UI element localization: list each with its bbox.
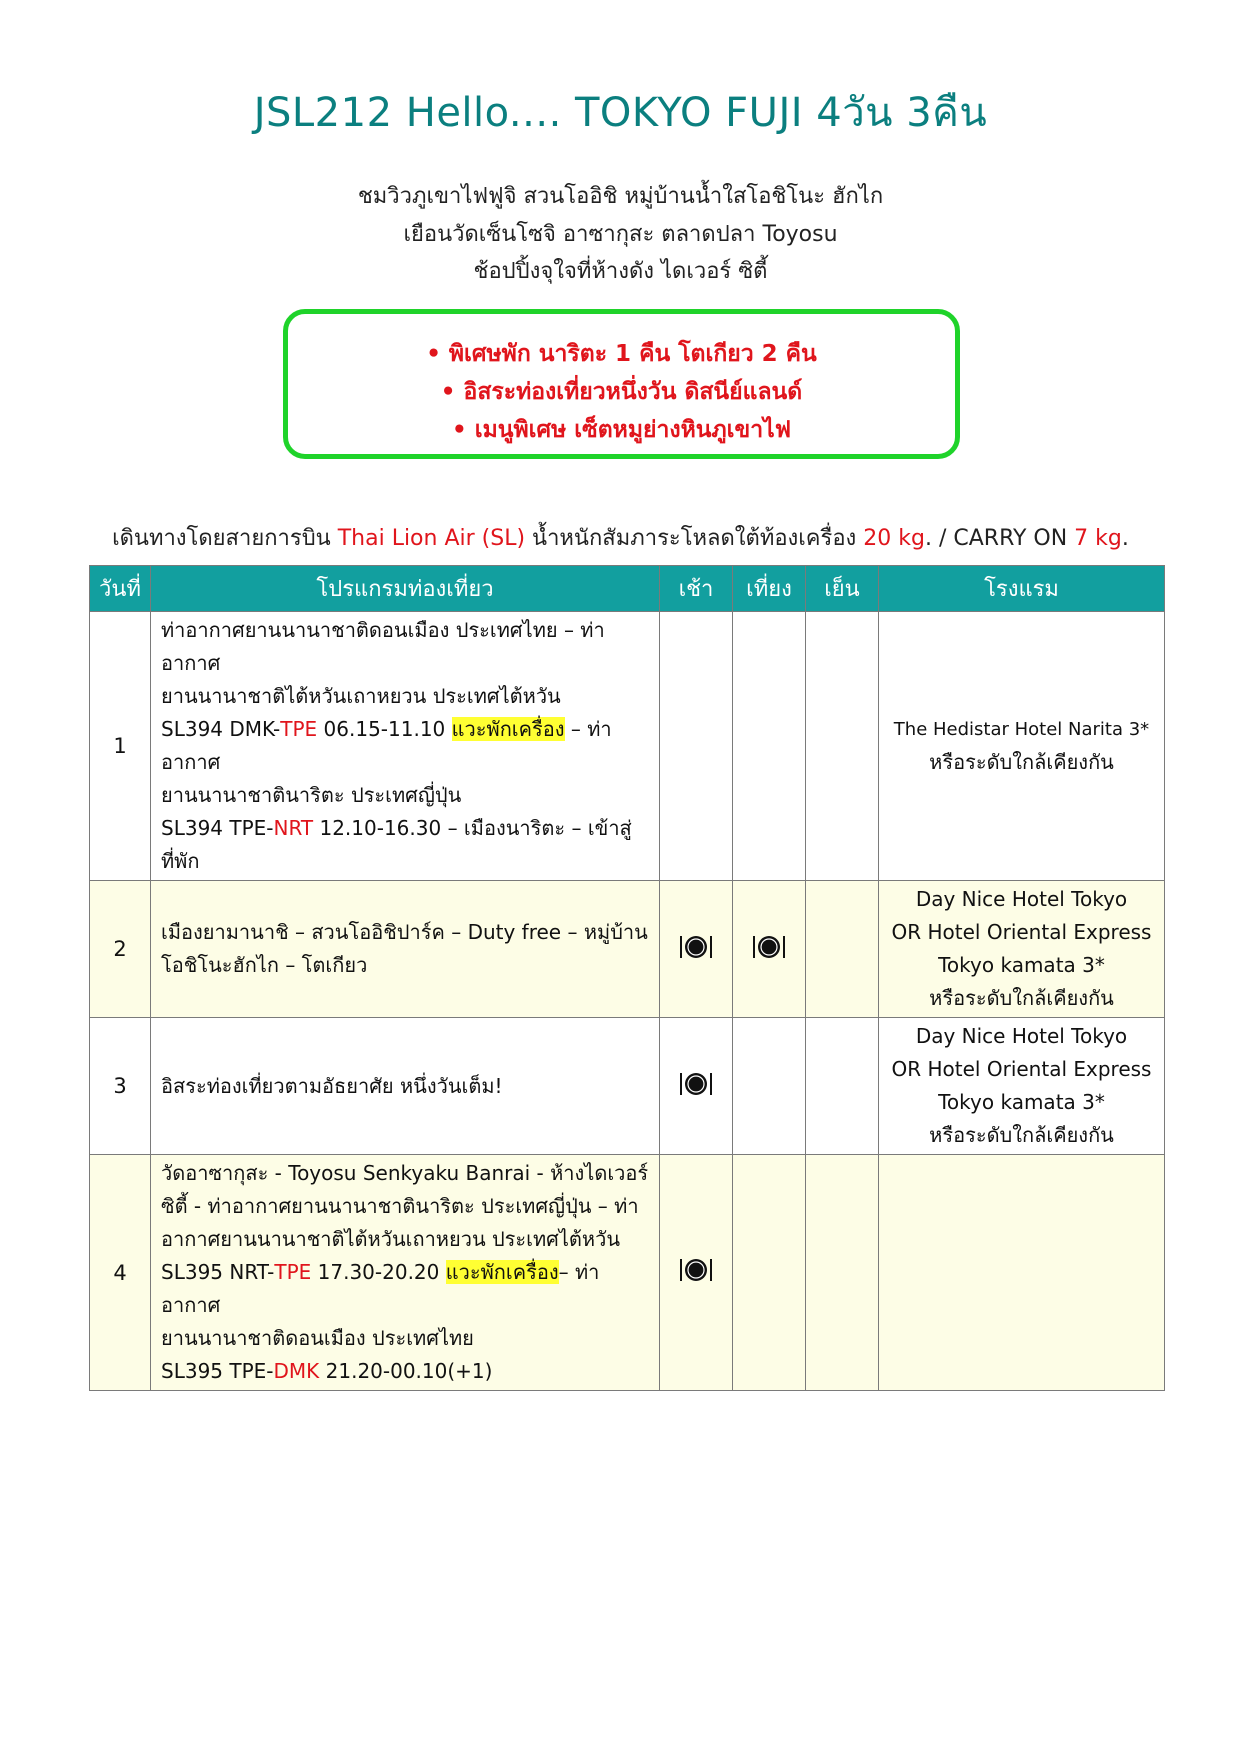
airline-end: .: [1121, 526, 1129, 551]
day-number: 2: [90, 881, 151, 1018]
hotel-line: Day Nice Hotel Tokyo: [915, 1024, 1128, 1048]
promo-box: [283, 309, 960, 459]
breakfast-cell: [660, 1155, 733, 1391]
flight-line: [161, 1355, 649, 1388]
hotel-cell: [879, 1155, 1165, 1391]
breakfast-cell: [660, 881, 733, 1018]
table-row: [90, 612, 1165, 881]
hotel-line: OR Hotel Oriental Express: [891, 1057, 1152, 1081]
itinerary-table: [89, 565, 1165, 1391]
header-breakfast: เช้า: [660, 566, 733, 612]
airline-baggage-text: น้ำหนักสัมภาระโหลดใต้ท้องเครื่อง: [525, 526, 864, 551]
breakfast-cell: [660, 612, 733, 881]
airport-code: NRT: [273, 816, 314, 840]
hotel-line: Tokyo kamata 3*: [938, 1090, 1105, 1114]
program-cell: [151, 1155, 660, 1391]
flight-line: [161, 713, 649, 779]
airport-code: DMK: [273, 1359, 320, 1383]
hotel-cell: [879, 612, 1165, 881]
airport-code: TPE: [274, 1260, 312, 1284]
plate-cutlery-icon: [677, 1069, 715, 1099]
airport-code: TPE: [280, 717, 318, 741]
day-number: 4: [90, 1155, 151, 1391]
airline-name: Thai Lion Air (SL): [337, 526, 526, 551]
breakfast-cell: [660, 1018, 733, 1155]
program-cell: [151, 1018, 660, 1155]
header-program: โปรแกรมท่องเที่ยว: [151, 566, 660, 612]
flight-time: 21.20-00.10(+1): [319, 1359, 493, 1383]
promo-item-1: • พิเศษพัก นาริตะ 1 คืน โตเกียว 2 คืน: [426, 341, 817, 367]
checked-baggage: 20 kg: [863, 526, 925, 551]
airline-prefix: เดินทางโดยสายการบิน: [112, 526, 338, 551]
promo-item-3: • เมนูพิเศษ เซ็ตหมูย่างหินภูเขาไฟ: [452, 417, 791, 443]
hotel-line: Tokyo kamata 3*: [938, 953, 1105, 977]
hotel-line: หรือระดับใกล้เคียงกัน: [929, 986, 1114, 1010]
lunch-cell: [733, 1155, 806, 1391]
program-cell: [151, 612, 660, 881]
document-title: JSL212 Hello.... TOKYO FUJI 4วัน 3คืน: [253, 90, 988, 136]
flight-time: 12.10-16.30: [313, 816, 442, 840]
lunch-cell: [733, 612, 806, 881]
day-number: 3: [90, 1018, 151, 1155]
carry-on-weight: 7 kg: [1074, 526, 1122, 551]
hotel-line: หรือระดับใกล้เคียงกัน: [929, 750, 1114, 774]
lunch-cell: [733, 1018, 806, 1155]
hotel-cell: [879, 1018, 1165, 1155]
flight-code: SL395 TPE-: [161, 1359, 274, 1383]
stopover-badge: แวะพักเครื่อง: [445, 1260, 559, 1284]
program-line: วัดอาซากุสะ - Toyosu Senkyaku Banrai - ห้างไดเวอร์: [161, 1161, 649, 1185]
program-line: ยานนานาชาติดอนเมือง ประเทศไทย: [161, 1326, 474, 1350]
flight-code: SL395 NRT-: [161, 1260, 275, 1284]
airline-info: [0, 520, 1241, 555]
program-line: ซิตี้ - ท่าอากาศยานนานาชาตินาริตะ ประเทศญี่ปุ่น – ท่า: [161, 1194, 639, 1218]
dinner-cell: [806, 1155, 879, 1391]
program-cell: [151, 881, 660, 1018]
plate-cutlery-icon: [677, 932, 715, 962]
table-header-row: [90, 566, 1165, 612]
header-dinner: เย็น: [806, 566, 879, 612]
flight-code: SL394 DMK-: [161, 717, 281, 741]
carry-on-label: . / CARRY ON: [925, 526, 1075, 551]
program-line: โอชิโนะฮักไก – โตเกียว: [161, 953, 368, 977]
subtitle-line-2: เยือนวัดเซ็นโซจิ อาซากุสะ ตลาดปลา Toyosu: [403, 222, 838, 247]
plate-cutlery-icon: [677, 1255, 715, 1285]
flight-destination: – ท่าอากาศ: [161, 1260, 600, 1317]
flight-time: 17.30-20.20: [311, 1260, 446, 1284]
program-line: อิสระท่องเที่ยวตามอัธยาศัย หนึ่งวันเต็ม!: [161, 1073, 503, 1098]
dinner-cell: [806, 612, 879, 881]
flight-line: [161, 812, 649, 878]
program-line: ยานนานาชาตินาริตะ ประเทศญี่ปุ่น: [161, 783, 462, 807]
table-row: [90, 881, 1165, 1018]
flight-destination: – เมืองนาริตะ – เข้าสู่ที่พัก: [161, 816, 632, 873]
day-number: 1: [90, 612, 151, 881]
stopover-badge: แวะพักเครื่อง: [451, 717, 565, 741]
flight-line: [161, 1256, 649, 1322]
lunch-cell: [733, 881, 806, 1018]
header-day: วันที่: [90, 566, 151, 612]
flight-time: 06.15-11.10: [317, 717, 452, 741]
dinner-cell: [806, 881, 879, 1018]
hotel-line: หรือระดับใกล้เคียงกัน: [929, 1123, 1114, 1147]
plate-cutlery-icon: [750, 932, 788, 962]
dinner-cell: [806, 1018, 879, 1155]
hotel-line: OR Hotel Oriental Express: [891, 920, 1152, 944]
promo-item-2: • อิสระท่องเที่ยวหนึ่งวัน ดิสนีย์แลนด์: [440, 379, 803, 405]
flight-code: SL394 TPE-: [161, 816, 274, 840]
program-line: อากาศยานนานาชาติไต้หวันเถาหยวน ประเทศไต้หวัน: [161, 1227, 620, 1251]
hotel-line: Day Nice Hotel Tokyo: [915, 887, 1128, 911]
subtitle-line-3: ช้อปปิ้งจุใจที่ห้างดัง ไดเวอร์ ซิตี้: [473, 259, 768, 284]
subtitle-line-1: ชมวิวภูเขาไฟฟูจิ สวนโออิชิ หมู่บ้านน้ำใสโอชิโนะ ฮักไก: [357, 184, 884, 209]
table-row: [90, 1155, 1165, 1391]
header-hotel: โรงแรม: [879, 566, 1165, 612]
header-lunch: เที่ยง: [733, 566, 806, 612]
table-row: [90, 1018, 1165, 1155]
hotel-cell: [879, 881, 1165, 1018]
program-line: เมืองยามานาชิ – สวนโออิชิปาร์ค – Duty free – หมู่บ้าน: [161, 920, 648, 944]
hotel-line: The Hedistar Hotel Narita 3*: [893, 719, 1150, 740]
program-line: ท่าอากาศยานนานาชาติดอนเมือง ประเทศไทย – ท่าอากาศ: [161, 618, 605, 675]
flight-destination: – ท่าอากาศ: [161, 717, 612, 774]
program-line: ยานนานาชาติไต้หวันเถาหยวน ประเทศไต้หวัน: [161, 684, 561, 708]
